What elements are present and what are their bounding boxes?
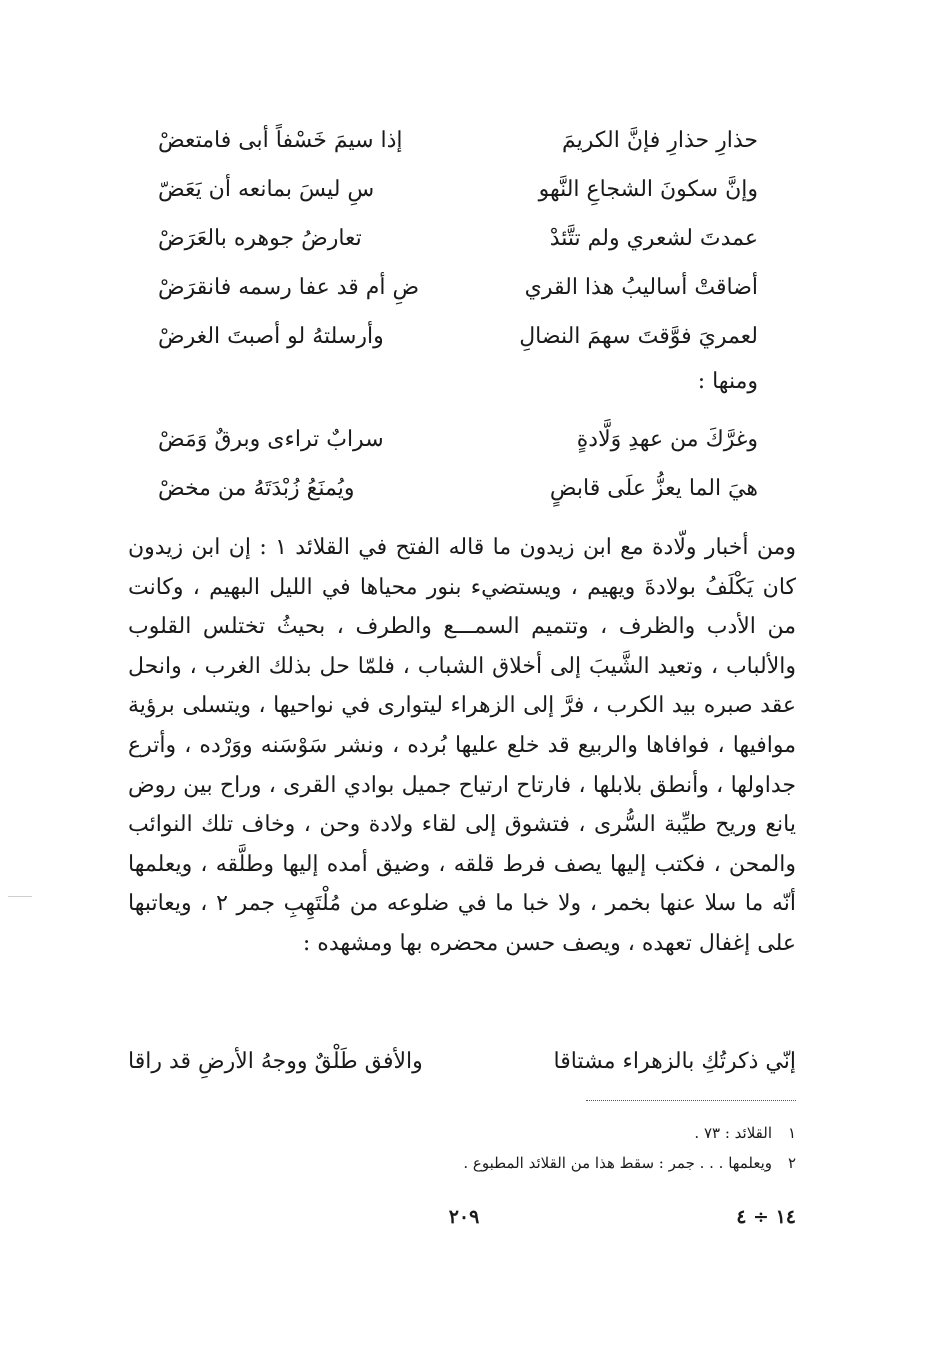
final-verse-line (128, 1040, 796, 1084)
verse-second-hemistich: إذا سيمَ خَسْفاً أبى فامتعضْ (158, 128, 403, 153)
footnotes (128, 1118, 796, 1178)
footnote (128, 1118, 796, 1148)
verse-first-hemistich: حذارِ حذارِ فإنَّ الكريمَ (562, 128, 758, 153)
footnote-text: القلائد : ٧٣ . (694, 1124, 772, 1142)
verse-line (158, 415, 758, 464)
verse-second-hemistich: ضِ أم قد عفا رسمه فانقرَضْ (158, 275, 420, 300)
verse-second-hemistich: تعارضُ جوهره بالعَرَضْ (158, 226, 362, 251)
footnote (128, 1148, 796, 1178)
verse-first-hemistich: عمدتَ لشعري ولم تتَّئدْ (549, 226, 758, 251)
verse-first-hemistich: أضاقتْ أساليبُ هذا القري (524, 275, 758, 300)
verse-line (158, 116, 758, 165)
footnote-divider (586, 1100, 796, 1101)
verse-second-hemistich: ويُمنَعُ زُبْدَتَهُ من مخضْ (158, 476, 355, 501)
paragraph-text: ومن أخبار ولّادة مع ابن زيدون ما قاله الفتح في القلائد ١ : إن ابن زيدون كان يَكْلَفُ بولادةَ ويهيم ، ويستضيء بنور محياها في الليل البهيم ، وكانت من الأدب والظرف ، وتتميم السمـــع والطرف ، بحيثُ تختلس القلوب والألباب ، وتعيد الشَّيبَ إلى أخلاق الشباب ، فلمّا حل بذلك الغرب ، وانحل عقد صبره بيد الكرب ، فرَّ إلى الزهراء ليتوارى في نواحيها ، ويتسلى برؤية موافيها ، فوافاها والربيع قد خلع عليها بُرده ، ونشر سَوْسَنه ووَرْده ، وأترع جداولها ، وأنطق بلابلها ، فارتاح ارتياح جميل بوادي القرى ، وراح بين روض يانع وريح طيِّبة السُّرى ، فتشوق إلى لقاء ولادة وحن ، وخاف تلك النوائب والمحن ، فكتب إليها يصف فرط قلقه ، وضيق أمده إليها وطلَّقه ، ويعلمها أنّه ما سلا عنها بخمر ، ولا خبا ما في ضلوعه من مُلْتَهِبِ جمر ٢ ، ويعاتبها على إغفال تعهده ، ويصف حسن محضره بها ومشهده : (128, 535, 796, 956)
verse-line (158, 214, 758, 263)
verse-second-hemistich: والأفق طَلْقٌ ووجهُ الأرضِ قد راقا (128, 1049, 423, 1074)
verse-second-hemistich: سِ ليسَ بمانعه أن يَعَضّ (158, 177, 375, 202)
verse-first-hemistich: لعمريَ فوَّقتَ سهمَ النضالِ (519, 324, 758, 349)
poem-block-1 (158, 116, 758, 361)
page-number: ٢٠٩ (448, 1206, 480, 1228)
verse-second-hemistich: وأرسلتهُ لو أصبتَ الغرضْ (158, 324, 384, 349)
poem-block-2 (158, 415, 758, 513)
margin-mark (8, 896, 32, 897)
signature-mark: ١٤ ÷ ٤ (736, 1206, 796, 1228)
verse-first-hemistich: إنّي ذكرتُكِ بالزهراء مشتاقا (553, 1049, 796, 1074)
footnote-number: ١ (787, 1124, 796, 1142)
verse-line (158, 312, 758, 361)
verse-first-hemistich: وإنَّ سكونَ الشجاعِ النَّهو (538, 177, 758, 202)
prose-paragraph (128, 528, 796, 964)
verse-line (158, 165, 758, 214)
verse-line (158, 263, 758, 312)
verse-second-hemistich: سرابٌ تراءى وبرقٌ وَمَضْ (158, 427, 384, 452)
footnote-number: ٢ (787, 1154, 796, 1172)
verse-first-hemistich: هيَ الما يعزُّ علَى قابضٍ (549, 476, 758, 501)
section-intro: ومنها : (697, 369, 758, 394)
verse-line (158, 464, 758, 513)
verse-first-hemistich: وغرَّكَ من عهدِ وَلَّادةٍ (576, 427, 758, 452)
footnote-text: ويعلمها . . . جمر : سقط هذا من القلائد المطبوع . (463, 1154, 772, 1172)
